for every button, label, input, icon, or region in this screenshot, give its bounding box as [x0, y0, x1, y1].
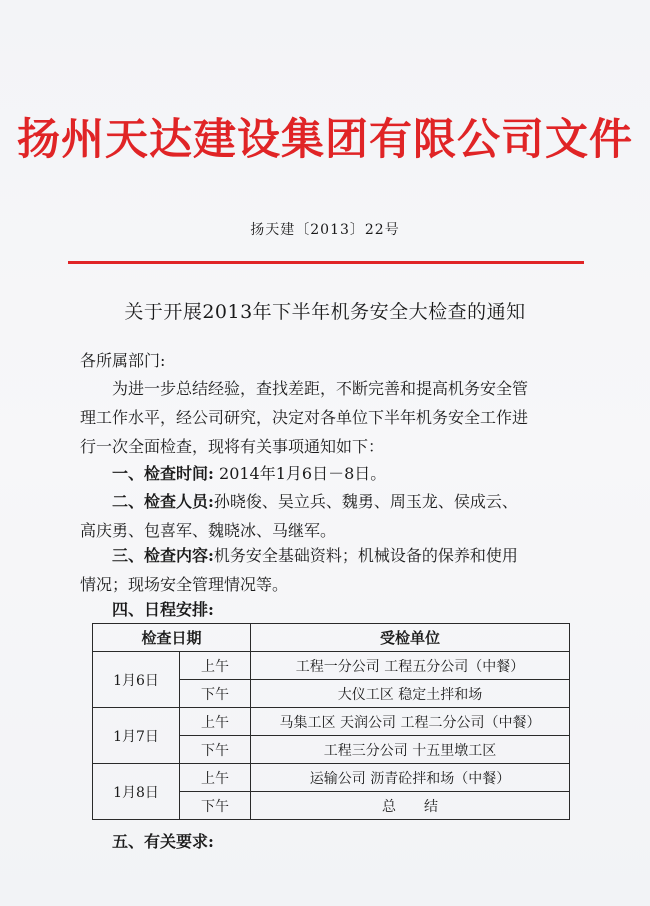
- letterhead-title: 扬州天达建设集团有限公司文件: [17, 115, 633, 165]
- red-divider-line: [68, 261, 584, 264]
- item-text: 机务安全基础资料；机械设备的保养和使用: [213, 546, 518, 565]
- table-row: [93, 764, 570, 792]
- item-text-continued: 情况；现场安全管理情况等。: [80, 575, 289, 594]
- intro-line: 理工作水平，经公司研究，决定对各单位下半年机务安全工作进: [80, 408, 529, 427]
- item-label: 四、日程安排:: [112, 600, 214, 619]
- half-day-cell: 上午: [180, 708, 251, 736]
- item-inspection-content: [80, 541, 580, 599]
- intro-paragraph: [80, 374, 580, 461]
- table-header-row: [93, 624, 570, 652]
- document-number: 扬天建〔2013〕22号: [250, 222, 400, 238]
- half-day-cell: 上午: [180, 764, 251, 792]
- table-row: [93, 652, 570, 680]
- item-text: 孙晓俊、吴立兵、魏勇、周玉龙、侯成云、: [213, 492, 518, 511]
- half-day-cell: 下午: [180, 736, 251, 764]
- unit-cell: 总 结: [251, 792, 570, 820]
- header-unit: 受检单位: [251, 624, 570, 652]
- half-day-cell: 上午: [180, 652, 251, 680]
- item-label: 五、有关要求:: [112, 832, 214, 851]
- intro-line: 为进一步总结经验，查找差距，不断完善和提高机务安全管: [112, 379, 529, 398]
- item-text: 2014年1月6日－8日。: [219, 464, 387, 483]
- table-row: [93, 708, 570, 736]
- item-schedule-heading: [80, 595, 612, 624]
- date-cell: 1月7日: [93, 708, 180, 764]
- date-cell: 1月8日: [93, 764, 180, 820]
- header-date: 检查日期: [93, 624, 251, 652]
- half-day-cell: 下午: [180, 680, 251, 708]
- item-text-continued: 高庆勇、包喜军、魏晓冰、马继军。: [80, 521, 337, 540]
- unit-cell: 工程一分公司 工程五分公司（中餐）: [251, 652, 570, 680]
- item-label: 一、检查时间:: [112, 464, 214, 483]
- unit-cell: 工程三分公司 十五里墩工区: [251, 736, 570, 764]
- item-inspectors: [80, 487, 580, 545]
- item-label: 三、检查内容:: [112, 546, 214, 565]
- unit-cell: 马集工区 天润公司 工程二分公司（中餐）: [251, 708, 570, 736]
- greeting: 各所属部门:: [80, 351, 166, 370]
- half-day-cell: 下午: [180, 792, 251, 820]
- notice-title: 关于开展2013年下半年机务安全大检查的通知: [124, 301, 526, 323]
- intro-line: 行一次全面检查，现将有关事项通知如下：: [80, 437, 385, 456]
- item-label: 二、检查人员:: [112, 492, 214, 511]
- item-inspection-time: [80, 459, 612, 488]
- date-cell: 1月6日: [93, 652, 180, 708]
- schedule-table: [92, 623, 570, 820]
- unit-cell: 运输公司 沥青砼拌和场（中餐）: [251, 764, 570, 792]
- unit-cell: 大仪工区 稳定土拌和场: [251, 680, 570, 708]
- item-requirements-heading: [80, 827, 612, 856]
